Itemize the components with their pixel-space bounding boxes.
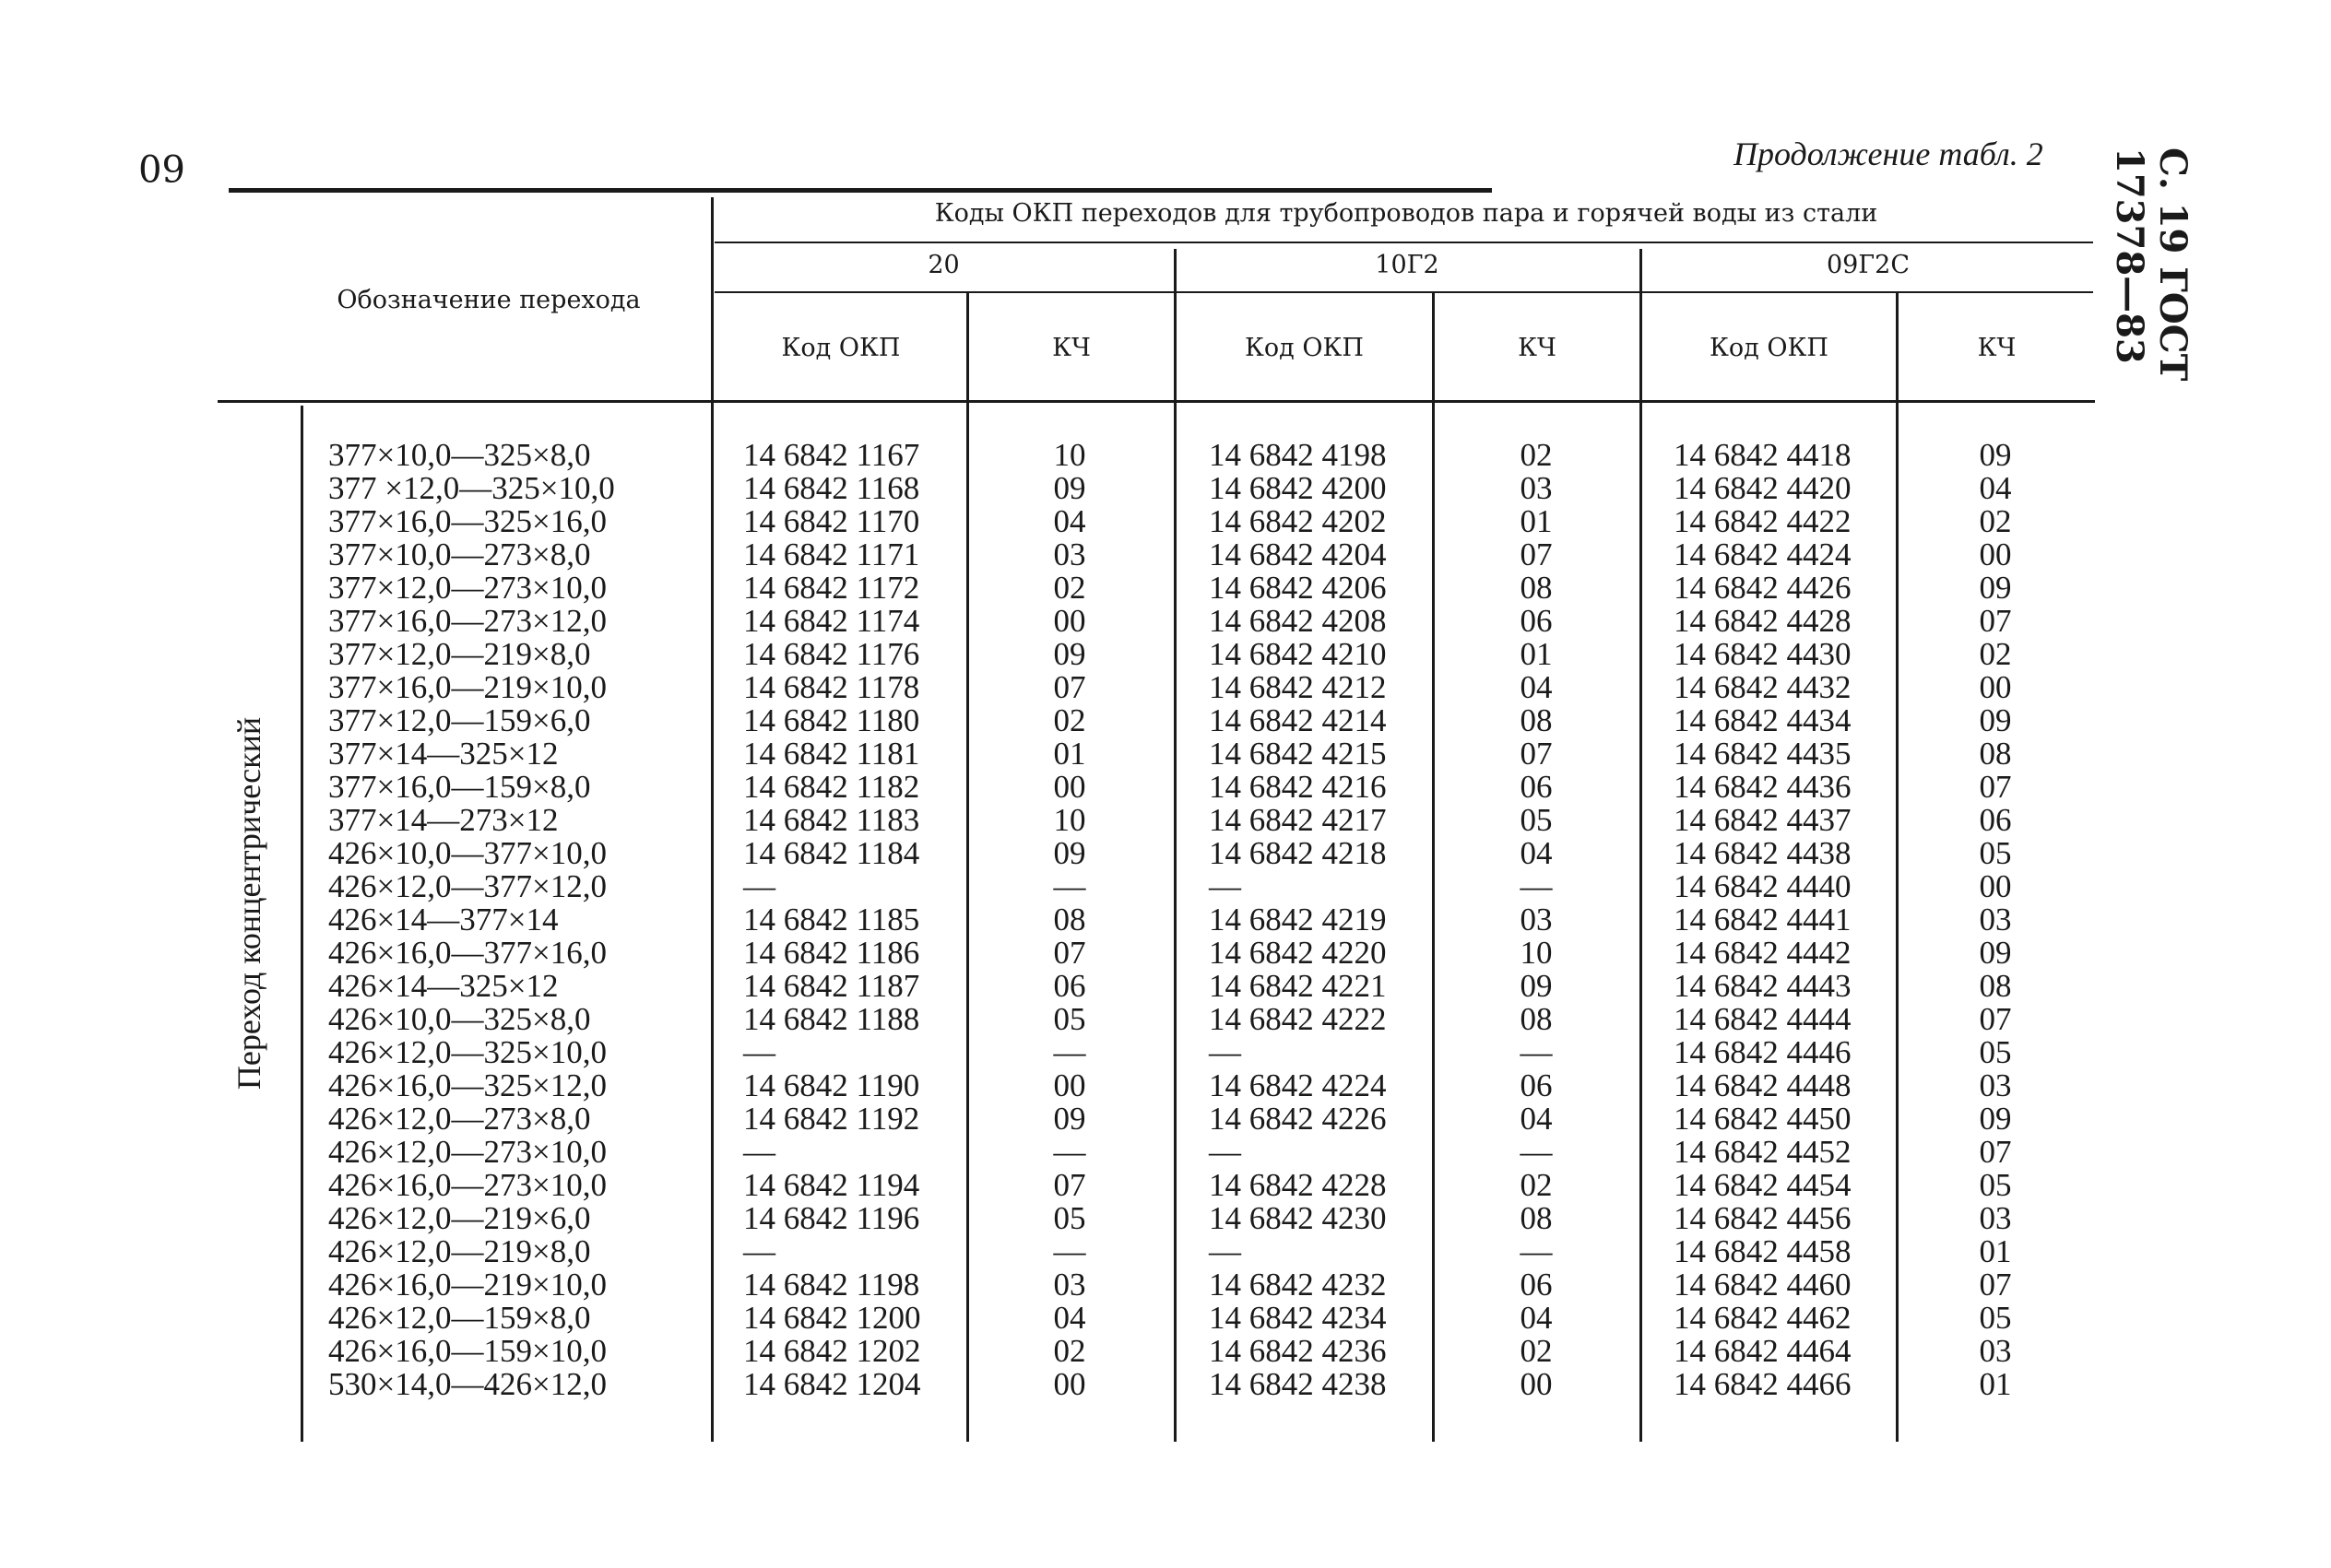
col-divider-steel-09g2s <box>1639 249 1642 1442</box>
cell-kch-10g2: — <box>1520 1134 1553 1170</box>
cell-code-09g2s: 14 6842 4420 <box>1674 470 1852 506</box>
cell-designation: 426×12,0—325×10,0 <box>328 1034 607 1070</box>
cell-kch-10g2: 01 <box>1520 503 1553 539</box>
cell-code-09g2s: 14 6842 4442 <box>1674 935 1852 971</box>
table-top-rule <box>229 188 1492 193</box>
cell-code-10g2: 14 6842 4214 <box>1209 702 1387 738</box>
side-label-divider <box>301 406 303 1442</box>
cell-kch-20: 00 <box>1053 603 1086 639</box>
cell-kch-10g2: 08 <box>1520 702 1553 738</box>
cell-kch-20: 10 <box>1053 802 1086 838</box>
cell-kch-10g2: 06 <box>1520 769 1553 805</box>
cell-designation: 377 ×12,0—325×10,0 <box>328 470 615 506</box>
cell-code-09g2s: 14 6842 4443 <box>1674 968 1852 1004</box>
cell-kch-20: 09 <box>1053 835 1086 871</box>
cell-designation: 426×12,0—273×8,0 <box>328 1101 591 1137</box>
cell-designation: 377×16,0—273×12,0 <box>328 603 607 639</box>
group-header-rule <box>715 242 2093 243</box>
cell-code-10g2: 14 6842 4200 <box>1209 470 1387 506</box>
cell-designation: 426×14—377×14 <box>328 902 559 937</box>
cell-kch-10g2: 01 <box>1520 636 1553 672</box>
cell-code-09g2s: 14 6842 4454 <box>1674 1167 1852 1203</box>
cell-code-10g2: 14 6842 4206 <box>1209 570 1387 606</box>
cell-code-09g2s: 14 6842 4452 <box>1674 1134 1852 1170</box>
cell-code-10g2: 14 6842 4228 <box>1209 1167 1387 1203</box>
cell-kch-20: 10 <box>1053 437 1086 473</box>
cell-code-09g2s: 14 6842 4441 <box>1674 902 1852 937</box>
column-designation <box>328 439 706 1401</box>
cell-kch-09g2s: 05 <box>1979 1167 2012 1203</box>
cell-kch-09g2s: 07 <box>1979 769 2012 805</box>
cell-kch-20: 04 <box>1053 503 1086 539</box>
cell-code-20: — <box>743 1233 775 1269</box>
cell-designation: 426×16,0—219×10,0 <box>328 1267 607 1303</box>
cell-kch-09g2s: 05 <box>1979 835 2012 871</box>
cell-kch-20: 05 <box>1053 1001 1086 1037</box>
cell-code-09g2s: 14 6842 4444 <box>1674 1001 1852 1037</box>
cell-kch-09g2s: 00 <box>1979 669 2012 705</box>
col-divider-steel-10g2 <box>1174 249 1177 1442</box>
cell-kch-20: 02 <box>1053 570 1086 606</box>
cell-designation: 377×10,0—325×8,0 <box>328 437 591 473</box>
cell-kch-10g2: 02 <box>1520 1333 1553 1369</box>
cell-designation: 426×16,0—325×12,0 <box>328 1067 607 1103</box>
column-code-20 <box>743 439 964 1401</box>
standard-reference-text: С. 19 ГОСТ 17378—83 <box>2108 147 2195 382</box>
header-kch-20: КЧ <box>1052 334 1091 362</box>
cell-code-09g2s: 14 6842 4448 <box>1674 1067 1852 1103</box>
cell-code-20: 14 6842 1187 <box>743 968 920 1004</box>
cell-code-20: 14 6842 1181 <box>743 736 920 772</box>
cell-kch-20: 03 <box>1053 1267 1086 1303</box>
cell-code-20: 14 6842 1198 <box>743 1267 920 1303</box>
cell-kch-10g2: 06 <box>1520 1267 1553 1303</box>
cell-code-10g2: 14 6842 4204 <box>1209 536 1387 572</box>
header-steel-09g2s: 09Г2С <box>1826 251 1911 279</box>
cell-code-20: 14 6842 1194 <box>743 1167 920 1203</box>
cell-code-09g2s: 14 6842 4450 <box>1674 1101 1852 1137</box>
cell-code-10g2: 14 6842 4202 <box>1209 503 1387 539</box>
cell-kch-09g2s: 03 <box>1979 1333 2012 1369</box>
cell-kch-10g2: 08 <box>1520 570 1553 606</box>
cell-code-10g2: 14 6842 4215 <box>1209 736 1387 772</box>
cell-code-10g2: 14 6842 4221 <box>1209 968 1387 1004</box>
cell-code-09g2s: 14 6842 4435 <box>1674 736 1852 772</box>
cell-code-20: 14 6842 1196 <box>743 1200 920 1236</box>
cell-kch-20: 01 <box>1053 736 1086 772</box>
cell-designation: 426×16,0—377×16,0 <box>328 935 607 971</box>
cell-kch-09g2s: 02 <box>1979 636 2012 672</box>
cell-code-20: 14 6842 1200 <box>743 1300 921 1336</box>
cell-code-09g2s: 14 6842 4434 <box>1674 702 1852 738</box>
cell-kch-10g2: 04 <box>1520 1101 1553 1137</box>
header-steel-20: 20 <box>928 251 960 279</box>
cell-kch-20: — <box>1053 1034 1086 1070</box>
cell-kch-20: 09 <box>1053 1101 1086 1137</box>
cell-designation: 426×16,0—273×10,0 <box>328 1167 607 1203</box>
cell-code-10g2: — <box>1209 868 1241 904</box>
cell-kch-09g2s: 05 <box>1979 1300 2012 1336</box>
cell-kch-10g2: 00 <box>1520 1366 1553 1402</box>
cell-designation: 377×14—273×12 <box>328 802 559 838</box>
cell-kch-09g2s: 04 <box>1979 470 2012 506</box>
cell-kch-20: 03 <box>1053 536 1086 572</box>
cell-kch-10g2: 04 <box>1520 1300 1553 1336</box>
cell-code-10g2: — <box>1209 1134 1241 1170</box>
side-label-text: Переход концентрический <box>231 716 267 1091</box>
page-number: 60 <box>138 146 185 188</box>
cell-code-20: 14 6842 1168 <box>743 470 920 506</box>
cell-kch-20: 00 <box>1053 1366 1086 1402</box>
cell-kch-09g2s: 09 <box>1979 1101 2012 1137</box>
side-label <box>212 406 286 1401</box>
cell-kch-09g2s: 03 <box>1979 1067 2012 1103</box>
cell-code-09g2s: 14 6842 4437 <box>1674 802 1852 838</box>
cell-code-20: — <box>743 1034 775 1070</box>
cell-kch-20: 00 <box>1053 1067 1086 1103</box>
cell-kch-20: 06 <box>1053 968 1086 1004</box>
column-code-09g2s <box>1674 439 1895 1401</box>
cell-code-10g2: 14 6842 4210 <box>1209 636 1387 672</box>
cell-kch-10g2: 05 <box>1520 802 1553 838</box>
cell-code-09g2s: 14 6842 4438 <box>1674 835 1852 871</box>
cell-code-10g2: 14 6842 4220 <box>1209 935 1387 971</box>
cell-kch-20: 09 <box>1053 636 1086 672</box>
cell-code-09g2s: 14 6842 4430 <box>1674 636 1852 672</box>
cell-code-09g2s: 14 6842 4462 <box>1674 1300 1852 1336</box>
col-divider-designation <box>711 197 714 1442</box>
cell-designation: 426×14—325×12 <box>328 968 559 1004</box>
cell-code-20: — <box>743 1134 775 1170</box>
cell-kch-10g2: 04 <box>1520 835 1553 871</box>
cell-code-20: 14 6842 1183 <box>743 802 920 838</box>
cell-kch-09g2s: 01 <box>1979 1233 2012 1269</box>
cell-code-09g2s: 14 6842 4446 <box>1674 1034 1852 1070</box>
cell-kch-10g2: — <box>1520 1034 1553 1070</box>
cell-kch-20: — <box>1053 868 1086 904</box>
cell-kch-10g2: 03 <box>1520 470 1553 506</box>
cell-code-20: 14 6842 1186 <box>743 935 920 971</box>
cell-code-20: 14 6842 1180 <box>743 702 920 738</box>
cell-kch-20: 00 <box>1053 769 1086 805</box>
cell-code-20: — <box>743 868 775 904</box>
cell-code-10g2: 14 6842 4232 <box>1209 1267 1387 1303</box>
cell-code-09g2s: 14 6842 4418 <box>1674 437 1852 473</box>
cell-kch-09g2s: 08 <box>1979 736 2012 772</box>
cell-code-10g2: 14 6842 4217 <box>1209 802 1387 838</box>
cell-designation: 377×16,0—325×16,0 <box>328 503 607 539</box>
steel-header-rule <box>715 291 2093 293</box>
cell-kch-10g2: 02 <box>1520 1167 1553 1203</box>
cell-designation: 426×12,0—377×12,0 <box>328 868 607 904</box>
cell-code-20: 14 6842 1174 <box>743 603 920 639</box>
cell-kch-10g2: 03 <box>1520 902 1553 937</box>
cell-kch-10g2: 07 <box>1520 536 1553 572</box>
cell-kch-20: 05 <box>1053 1200 1086 1236</box>
cell-code-09g2s: 14 6842 4436 <box>1674 769 1852 805</box>
cell-kch-09g2s: 05 <box>1979 1034 2012 1070</box>
cell-kch-09g2s: 08 <box>1979 968 2012 1004</box>
cell-designation: 377×16,0—159×8,0 <box>328 769 591 805</box>
cell-kch-09g2s: 02 <box>1979 503 2012 539</box>
cell-kch-09g2s: 09 <box>1979 437 2012 473</box>
cell-designation: 530×14,0—426×12,0 <box>328 1366 607 1402</box>
cell-kch-10g2: 06 <box>1520 603 1553 639</box>
cell-kch-09g2s: 07 <box>1979 1001 2012 1037</box>
cell-kch-10g2: 04 <box>1520 669 1553 705</box>
cell-kch-20: — <box>1053 1134 1086 1170</box>
cell-kch-09g2s: 09 <box>1979 570 2012 606</box>
header-kch-10g2: КЧ <box>1518 334 1556 362</box>
cell-code-10g2: 14 6842 4212 <box>1209 669 1387 705</box>
header-designation: Обозначение перехода <box>337 286 641 314</box>
cell-kch-10g2: 07 <box>1520 736 1553 772</box>
cell-code-20: 14 6842 1190 <box>743 1067 920 1103</box>
cell-code-09g2s: 14 6842 4464 <box>1674 1333 1852 1369</box>
cell-kch-10g2: 06 <box>1520 1067 1553 1103</box>
cell-kch-09g2s: 07 <box>1979 1134 2012 1170</box>
cell-code-09g2s: 14 6842 4428 <box>1674 603 1852 639</box>
cell-kch-10g2: — <box>1520 868 1553 904</box>
cell-code-20: 14 6842 1176 <box>743 636 920 672</box>
cell-code-09g2s: 14 6842 4460 <box>1674 1267 1852 1303</box>
header-okp-group: Коды ОКП переходов для трубопроводов пара и горячей воды из стали <box>934 199 1878 228</box>
cell-designation: 426×12,0—273×10,0 <box>328 1134 607 1170</box>
cell-kch-10g2: 02 <box>1520 437 1553 473</box>
cell-designation: 377×12,0—219×8,0 <box>328 636 591 672</box>
cell-designation: 426×10,0—377×10,0 <box>328 835 607 871</box>
cell-designation: 377×12,0—159×6,0 <box>328 702 591 738</box>
cell-kch-20: 08 <box>1053 902 1086 937</box>
header-bottom-rule <box>218 400 2095 403</box>
cell-code-09g2s: 14 6842 4458 <box>1674 1233 1852 1269</box>
cell-code-10g2: — <box>1209 1233 1241 1269</box>
cell-code-20: 14 6842 1171 <box>743 536 920 572</box>
cell-kch-10g2: 08 <box>1520 1200 1553 1236</box>
cell-code-20: 14 6842 1184 <box>743 835 920 871</box>
cell-kch-09g2s: 03 <box>1979 1200 2012 1236</box>
cell-code-20: 14 6842 1202 <box>743 1333 921 1369</box>
cell-code-09g2s: 14 6842 4456 <box>1674 1200 1852 1236</box>
cell-kch-10g2: 09 <box>1520 968 1553 1004</box>
cell-kch-09g2s: 00 <box>1979 868 2012 904</box>
column-kch-20 <box>968 439 1171 1401</box>
cell-code-20: 14 6842 1170 <box>743 503 920 539</box>
cell-designation: 426×12,0—219×6,0 <box>328 1200 591 1236</box>
cell-code-20: 14 6842 1188 <box>743 1001 920 1037</box>
cell-code-09g2s: 14 6842 4422 <box>1674 503 1852 539</box>
cell-kch-09g2s: 00 <box>1979 536 2012 572</box>
cell-kch-09g2s: 06 <box>1979 802 2012 838</box>
cell-code-20: 14 6842 1192 <box>743 1101 920 1137</box>
table-continuation-caption: Продолжение табл. 2 <box>1733 136 2043 172</box>
cell-kch-20: 07 <box>1053 1167 1086 1203</box>
cell-designation: 377×10,0—273×8,0 <box>328 536 591 572</box>
cell-kch-20: — <box>1053 1233 1086 1269</box>
cell-code-10g2: 14 6842 4238 <box>1209 1366 1387 1402</box>
cell-code-10g2: — <box>1209 1034 1241 1070</box>
cell-code-20: 14 6842 1167 <box>743 437 920 473</box>
cell-kch-10g2: 08 <box>1520 1001 1553 1037</box>
cell-code-09g2s: 14 6842 4466 <box>1674 1366 1852 1402</box>
cell-kch-20: 04 <box>1053 1300 1086 1336</box>
column-code-10g2 <box>1209 439 1430 1401</box>
header-code-20: Код ОКП <box>781 334 901 362</box>
cell-code-10g2: 14 6842 4198 <box>1209 437 1387 473</box>
cell-kch-09g2s: 09 <box>1979 935 2012 971</box>
cell-kch-10g2: — <box>1520 1233 1553 1269</box>
standard-reference <box>2108 147 2195 516</box>
header-code-10g2: Код ОКП <box>1245 334 1364 362</box>
cell-kch-20: 02 <box>1053 1333 1086 1369</box>
header-code-09g2s: Код ОКП <box>1710 334 1828 362</box>
cell-kch-09g2s: 07 <box>1979 603 2012 639</box>
cell-code-09g2s: 14 6842 4432 <box>1674 669 1852 705</box>
cell-designation: 426×12,0—159×8,0 <box>328 1300 591 1336</box>
cell-kch-09g2s: 09 <box>1979 702 2012 738</box>
cell-code-10g2: 14 6842 4219 <box>1209 902 1387 937</box>
cell-kch-09g2s: 01 <box>1979 1366 2012 1402</box>
column-kch-09g2s <box>1898 439 2093 1401</box>
cell-code-09g2s: 14 6842 4426 <box>1674 570 1852 606</box>
cell-kch-20: 02 <box>1053 702 1086 738</box>
cell-code-20: 14 6842 1182 <box>743 769 920 805</box>
header-kch-09g2s: КЧ <box>1977 334 2017 362</box>
cell-designation: 426×10,0—325×8,0 <box>328 1001 591 1037</box>
cell-code-20: 14 6842 1172 <box>743 570 920 606</box>
column-kch-10g2 <box>1434 439 1639 1401</box>
cell-code-10g2: 14 6842 4226 <box>1209 1101 1387 1137</box>
header-steel-10g2: 10Г2 <box>1375 251 1439 279</box>
cell-code-10g2: 14 6842 4216 <box>1209 769 1387 805</box>
cell-designation: 426×16,0—159×10,0 <box>328 1333 607 1369</box>
cell-kch-09g2s: 03 <box>1979 902 2012 937</box>
cell-designation: 377×16,0—219×10,0 <box>328 669 607 705</box>
cell-code-09g2s: 14 6842 4440 <box>1674 868 1852 904</box>
cell-kch-20: 07 <box>1053 935 1086 971</box>
cell-code-10g2: 14 6842 4224 <box>1209 1067 1387 1103</box>
cell-code-10g2: 14 6842 4222 <box>1209 1001 1387 1037</box>
cell-code-10g2: 14 6842 4234 <box>1209 1300 1387 1336</box>
cell-code-20: 14 6842 1178 <box>743 669 920 705</box>
cell-code-20: 14 6842 1185 <box>743 902 920 937</box>
cell-code-10g2: 14 6842 4208 <box>1209 603 1387 639</box>
cell-code-09g2s: 14 6842 4424 <box>1674 536 1852 572</box>
cell-kch-10g2: 10 <box>1520 935 1553 971</box>
cell-code-10g2: 14 6842 4230 <box>1209 1200 1387 1236</box>
cell-kch-20: 07 <box>1053 669 1086 705</box>
cell-designation: 377×14—325×12 <box>328 736 559 772</box>
cell-kch-20: 09 <box>1053 470 1086 506</box>
cell-code-10g2: 14 6842 4218 <box>1209 835 1387 871</box>
cell-designation: 377×12,0—273×10,0 <box>328 570 607 606</box>
cell-code-10g2: 14 6842 4236 <box>1209 1333 1387 1369</box>
cell-code-20: 14 6842 1204 <box>743 1366 921 1402</box>
cell-designation: 426×12,0—219×8,0 <box>328 1233 591 1269</box>
cell-kch-09g2s: 07 <box>1979 1267 2012 1303</box>
